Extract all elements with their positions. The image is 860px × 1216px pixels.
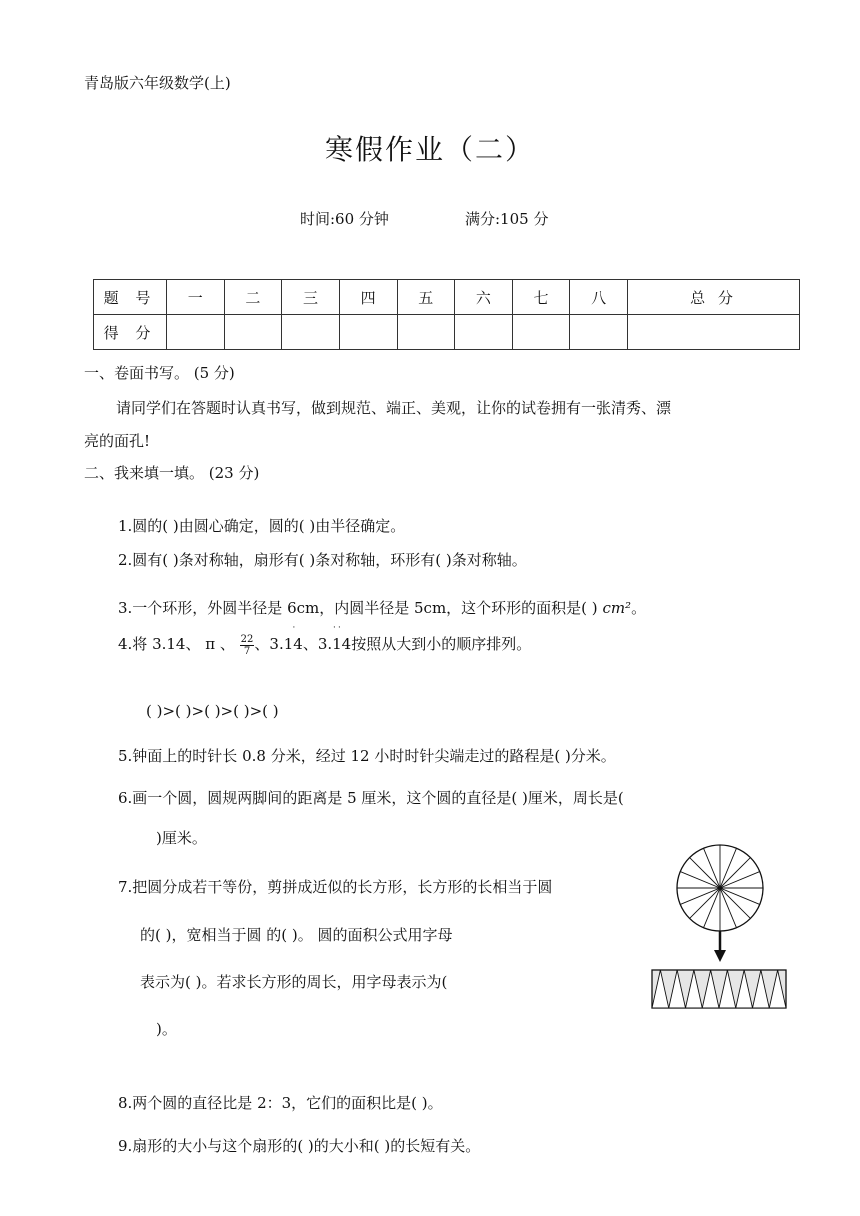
exam-time: 时间:60 分钟 (300, 210, 389, 228)
table-cell: 三 (282, 280, 340, 315)
score-input-cell[interactable] (224, 315, 282, 350)
circle-sector-line (720, 858, 750, 888)
question-4-prefix: 4.将 3.14、 π 、 (118, 635, 235, 653)
question-8: 8.两个圆的直径比是 2：3，它们的面积比是( )。 (118, 1094, 443, 1112)
score-input-cell[interactable] (628, 315, 800, 350)
full-score: 满分:105 分 (465, 210, 549, 228)
circle-sector-line (690, 888, 720, 918)
repeating-decimal-a (269, 626, 303, 653)
fraction-denominator: 7 (243, 645, 251, 657)
table-cell: 总 分 (628, 280, 800, 315)
score-input-cell[interactable] (397, 315, 455, 350)
score-input-cell[interactable] (167, 315, 225, 350)
book-header: 青岛版六年级数学(上) (84, 74, 231, 92)
table-cell: 一 (167, 280, 225, 315)
repeating-decimal-a-value: 3.14 (269, 635, 303, 653)
question-9: 9.扇形的大小与这个扇形的( )的大小和( )的长短有关。 (118, 1137, 481, 1155)
circle-sector-line (690, 858, 720, 888)
circle-rectangle-diagram (648, 830, 793, 1040)
score-input-cell[interactable] (512, 315, 570, 350)
question-4-blanks: ( )>( )>( )>( )>( ) (146, 702, 279, 720)
circle-to-rectangle-figure (648, 830, 793, 1044)
score-table-header-row (94, 280, 800, 315)
question-3-end: 。 (631, 599, 647, 617)
section1-heading: 一、卷面书写。 (5 分) (84, 364, 235, 382)
question-4-suffix: 按照从大到小的顺序排列。 (351, 635, 532, 653)
question-1: 1.圆的( )由圆心确定，圆的( )由半径确定。 (118, 517, 406, 535)
question-6-line2: )厘米。 (156, 829, 207, 847)
question-4-sep: 、 (254, 635, 270, 653)
question-2: 2.圆有( )条对称轴，扇形有( )条对称轴，环形有( )条对称轴。 (118, 551, 527, 569)
question-3-text: 3.一个环形，外圆半径是 6cm，内圆半径是 5cm，这个环形的面积是( ) (118, 599, 603, 617)
question-3 (118, 597, 646, 618)
question-7-line4: )。 (156, 1020, 177, 1038)
divided-circle (677, 845, 763, 931)
table-cell: 四 (339, 280, 397, 315)
score-table (93, 279, 800, 350)
section1-text-line1: 请同学们在答题时认真书写，做到规范、端正、美观，让你的试卷拥有一张清秀、漂 (116, 399, 672, 417)
score-input-cell[interactable] (339, 315, 397, 350)
down-arrow-icon (714, 931, 726, 962)
score-input-cell[interactable] (570, 315, 628, 350)
table-cell: 五 (397, 280, 455, 315)
question-6-line1: 6.画一个圆，圆规两脚间的距离是 5 厘米，这个圆的直径是( )厘米，周长是( (118, 789, 624, 807)
table-cell: 得 分 (94, 315, 167, 350)
repeating-decimal-b-value: 3.14 (317, 635, 352, 653)
page-title: 寒假作业（二） (324, 133, 535, 166)
repeating-decimal-b (317, 626, 352, 653)
question-5: 5.钟面上的时针长 0.8 分米，经过 12 小时时针尖端走过的路程是( )分米。 (118, 747, 616, 765)
score-table-score-row (94, 315, 800, 350)
section2-heading: 二、我来填一填。 (23 分) (84, 464, 260, 482)
question-7-line3: 表示为( )。若求长方形的周长，用字母表示为( (140, 973, 448, 991)
table-cell: 八 (570, 280, 628, 315)
question-4 (118, 626, 532, 657)
circle-sector-line (720, 888, 750, 918)
cut-rectangle (652, 970, 786, 1008)
table-cell: 六 (455, 280, 513, 315)
question-4-sep2: 、 (302, 635, 318, 653)
table-cell: 二 (224, 280, 282, 315)
repeat-dot-mark: ˙ (291, 626, 297, 637)
fraction-22-7 (240, 634, 255, 657)
repeat-dot-mark: ˙˙ (331, 626, 342, 637)
question-3-unit: cm² (602, 599, 632, 617)
table-cell: 七 (512, 280, 570, 315)
table-cell: 题 号 (94, 280, 167, 315)
question-7-line2: 的( )，宽相当于圆 的( )。 圆的面积公式用字母 (140, 926, 453, 944)
section1-text-line2: 亮的面孔! (84, 432, 151, 450)
question-7-line1: 7.把圆分成若干等份，剪拼成近似的长方形，长方形的长相当于圆 (118, 878, 553, 896)
score-input-cell[interactable] (455, 315, 513, 350)
fraction-numerator: 22 (240, 633, 254, 645)
score-input-cell[interactable] (282, 315, 340, 350)
